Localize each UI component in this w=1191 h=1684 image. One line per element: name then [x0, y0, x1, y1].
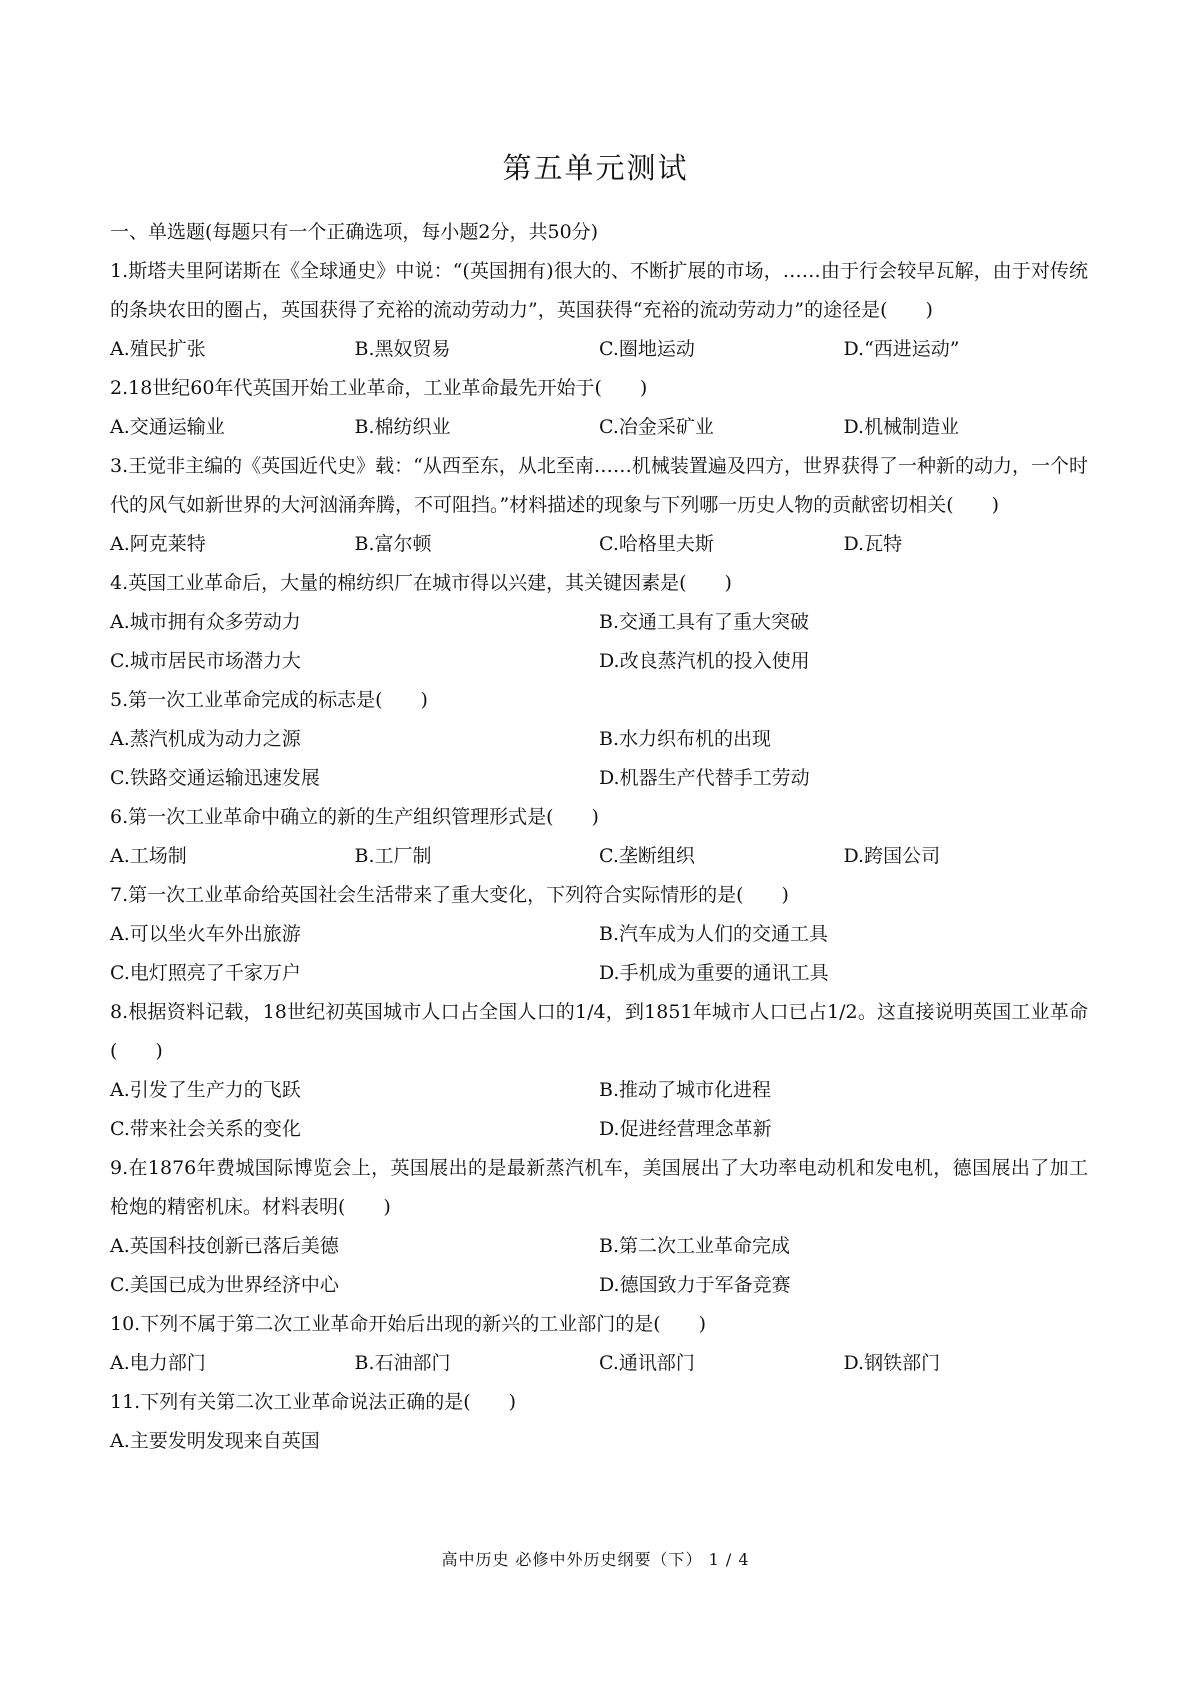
option-c: C.铁路交通运输迅速发展 — [110, 767, 320, 789]
question — [110, 993, 1088, 1149]
question — [110, 876, 1088, 993]
option-d: D.机械制造业 — [843, 416, 960, 438]
question-list — [110, 213, 1088, 1461]
option-group — [110, 1071, 1088, 1149]
option-a: A.工场制 — [110, 845, 187, 867]
option-a: A.主要发明发现来自英国 — [110, 1430, 320, 1452]
question — [110, 564, 1088, 681]
question-stem: 8.根据资料记载，18世纪初英国城市人口占全国人口的1/4，到1851年城市人口已占1/2。这直接说明英国工业革命( ) — [110, 1001, 1088, 1062]
option-b: B.棉纺织业 — [354, 416, 451, 438]
option-b: B.水力织布机的出现 — [599, 728, 772, 750]
option-group — [110, 1344, 1088, 1383]
question-stem: 6.第一次工业革命中确立的新的生产组织管理形式是( ) — [110, 806, 599, 828]
question — [110, 798, 1088, 876]
page-footer: 高中历史 必修中外历史纲要（下） 1 / 4 — [441, 1550, 750, 1569]
option-group — [110, 915, 1088, 993]
page-title: 第五单元测试 — [502, 151, 689, 185]
option-d: D.手机成为重要的通讯工具 — [599, 962, 829, 984]
question — [110, 681, 1088, 798]
option-b: B.富尔顿 — [354, 533, 432, 555]
section-heading: 一、单选题(每题只有一个正确选项，每小题2分，共50分) — [110, 221, 599, 243]
question — [110, 1305, 1088, 1383]
question — [110, 1149, 1088, 1305]
option-d: D.促进经营理念革新 — [599, 1118, 772, 1140]
question-stem: 10.下列不属于第二次工业革命开始后出现的新兴的工业部门的是( ) — [110, 1313, 707, 1335]
option-c: C.哈格里夫斯 — [599, 533, 714, 555]
option-group — [110, 837, 1088, 876]
question — [110, 252, 1088, 369]
option-group — [110, 720, 1088, 798]
option-group — [110, 408, 1088, 447]
option-b: B.第二次工业革命完成 — [599, 1235, 791, 1257]
option-b: B.工厂制 — [354, 845, 432, 867]
question-stem: 4.英国工业革命后，大量的棉纺织厂在城市得以兴建，其关键因素是( ) — [110, 572, 732, 594]
question-stem: 11.下列有关第二次工业革命说法正确的是( ) — [110, 1391, 517, 1413]
option-d: D.“西进运动” — [843, 338, 960, 360]
option-d: D.德国致力于军备竞赛 — [599, 1274, 791, 1296]
option-d: D.机器生产代替手工劳动 — [599, 767, 810, 789]
option-b: B.石油部门 — [354, 1352, 451, 1374]
question-stem: 5.第一次工业革命完成的标志是( ) — [110, 689, 428, 711]
option-a: A.电力部门 — [110, 1352, 206, 1374]
option-a: A.可以坐火车外出旅游 — [110, 923, 301, 945]
option-a: A.阿克莱特 — [110, 533, 206, 555]
question — [110, 447, 1088, 564]
question — [110, 369, 1088, 447]
option-group — [110, 1422, 1088, 1461]
option-b: B.推动了城市化进程 — [599, 1079, 772, 1101]
option-b: B.交通工具有了重大突破 — [599, 611, 810, 633]
option-a: A.交通运输业 — [110, 416, 225, 438]
option-b: B.黑奴贸易 — [354, 338, 451, 360]
option-c: C.冶金采矿业 — [599, 416, 714, 438]
option-group — [110, 603, 1088, 681]
option-a: A.殖民扩张 — [110, 338, 206, 360]
question-stem: 9.在1876年费城国际博览会上，英国展出的是最新蒸汽机车，美国展出了大功率电动机和发电机，德国展出了加工枪炮的精密机床。材料表明( ) — [110, 1157, 1088, 1218]
option-c: C.美国已成为世界经济中心 — [110, 1274, 339, 1296]
option-group — [110, 1227, 1088, 1305]
question-stem: 1.斯塔夫里阿诺斯在《全球通史》中说：“(英国拥有)很大的、不断扩展的市场，……由于行会较早瓦解，由于对传统的条块农田的圈占，英国获得了充裕的流动劳动力”，英国获得“充裕的流动劳动力”的途径是( ) — [110, 260, 1088, 321]
question-stem: 7.第一次工业革命给英国社会生活带来了重大变化，下列符合实际情形的是( ) — [110, 884, 789, 906]
option-b: B.汽车成为人们的交通工具 — [599, 923, 829, 945]
option-a: A.城市拥有众多劳动力 — [110, 611, 301, 633]
question-stem: 3.王觉非主编的《英国近代史》载：“从西至东，从北至南……机械装置遍及四方，世界获得了一种新的动力，一个时代的风气如新世界的大河汹涌奔腾，不可阻挡。”材料描述的现象与下列哪一历史人物的贡献密切相关( ) — [110, 455, 1088, 516]
option-a: A.蒸汽机成为动力之源 — [110, 728, 301, 750]
option-d: D.改良蒸汽机的投入使用 — [599, 650, 810, 672]
option-a: A.引发了生产力的飞跃 — [110, 1079, 301, 1101]
option-d: D.钢铁部门 — [843, 1352, 941, 1374]
option-a: A.英国科技创新已落后美德 — [110, 1235, 339, 1257]
option-d: D.瓦特 — [843, 533, 903, 555]
option-c: C.垄断组织 — [599, 845, 695, 867]
question — [110, 1383, 1088, 1461]
option-c: C.电灯照亮了千家万户 — [110, 962, 301, 984]
option-c: C.通讯部门 — [599, 1352, 695, 1374]
option-c: C.城市居民市场潜力大 — [110, 650, 301, 672]
option-group — [110, 525, 1088, 564]
option-c: C.圈地运动 — [599, 338, 695, 360]
option-d: D.跨国公司 — [843, 845, 941, 867]
option-group — [110, 330, 1088, 369]
question-stem: 2.18世纪60年代英国开始工业革命，工业革命最先开始于( ) — [110, 377, 648, 399]
option-c: C.带来社会关系的变化 — [110, 1118, 301, 1140]
